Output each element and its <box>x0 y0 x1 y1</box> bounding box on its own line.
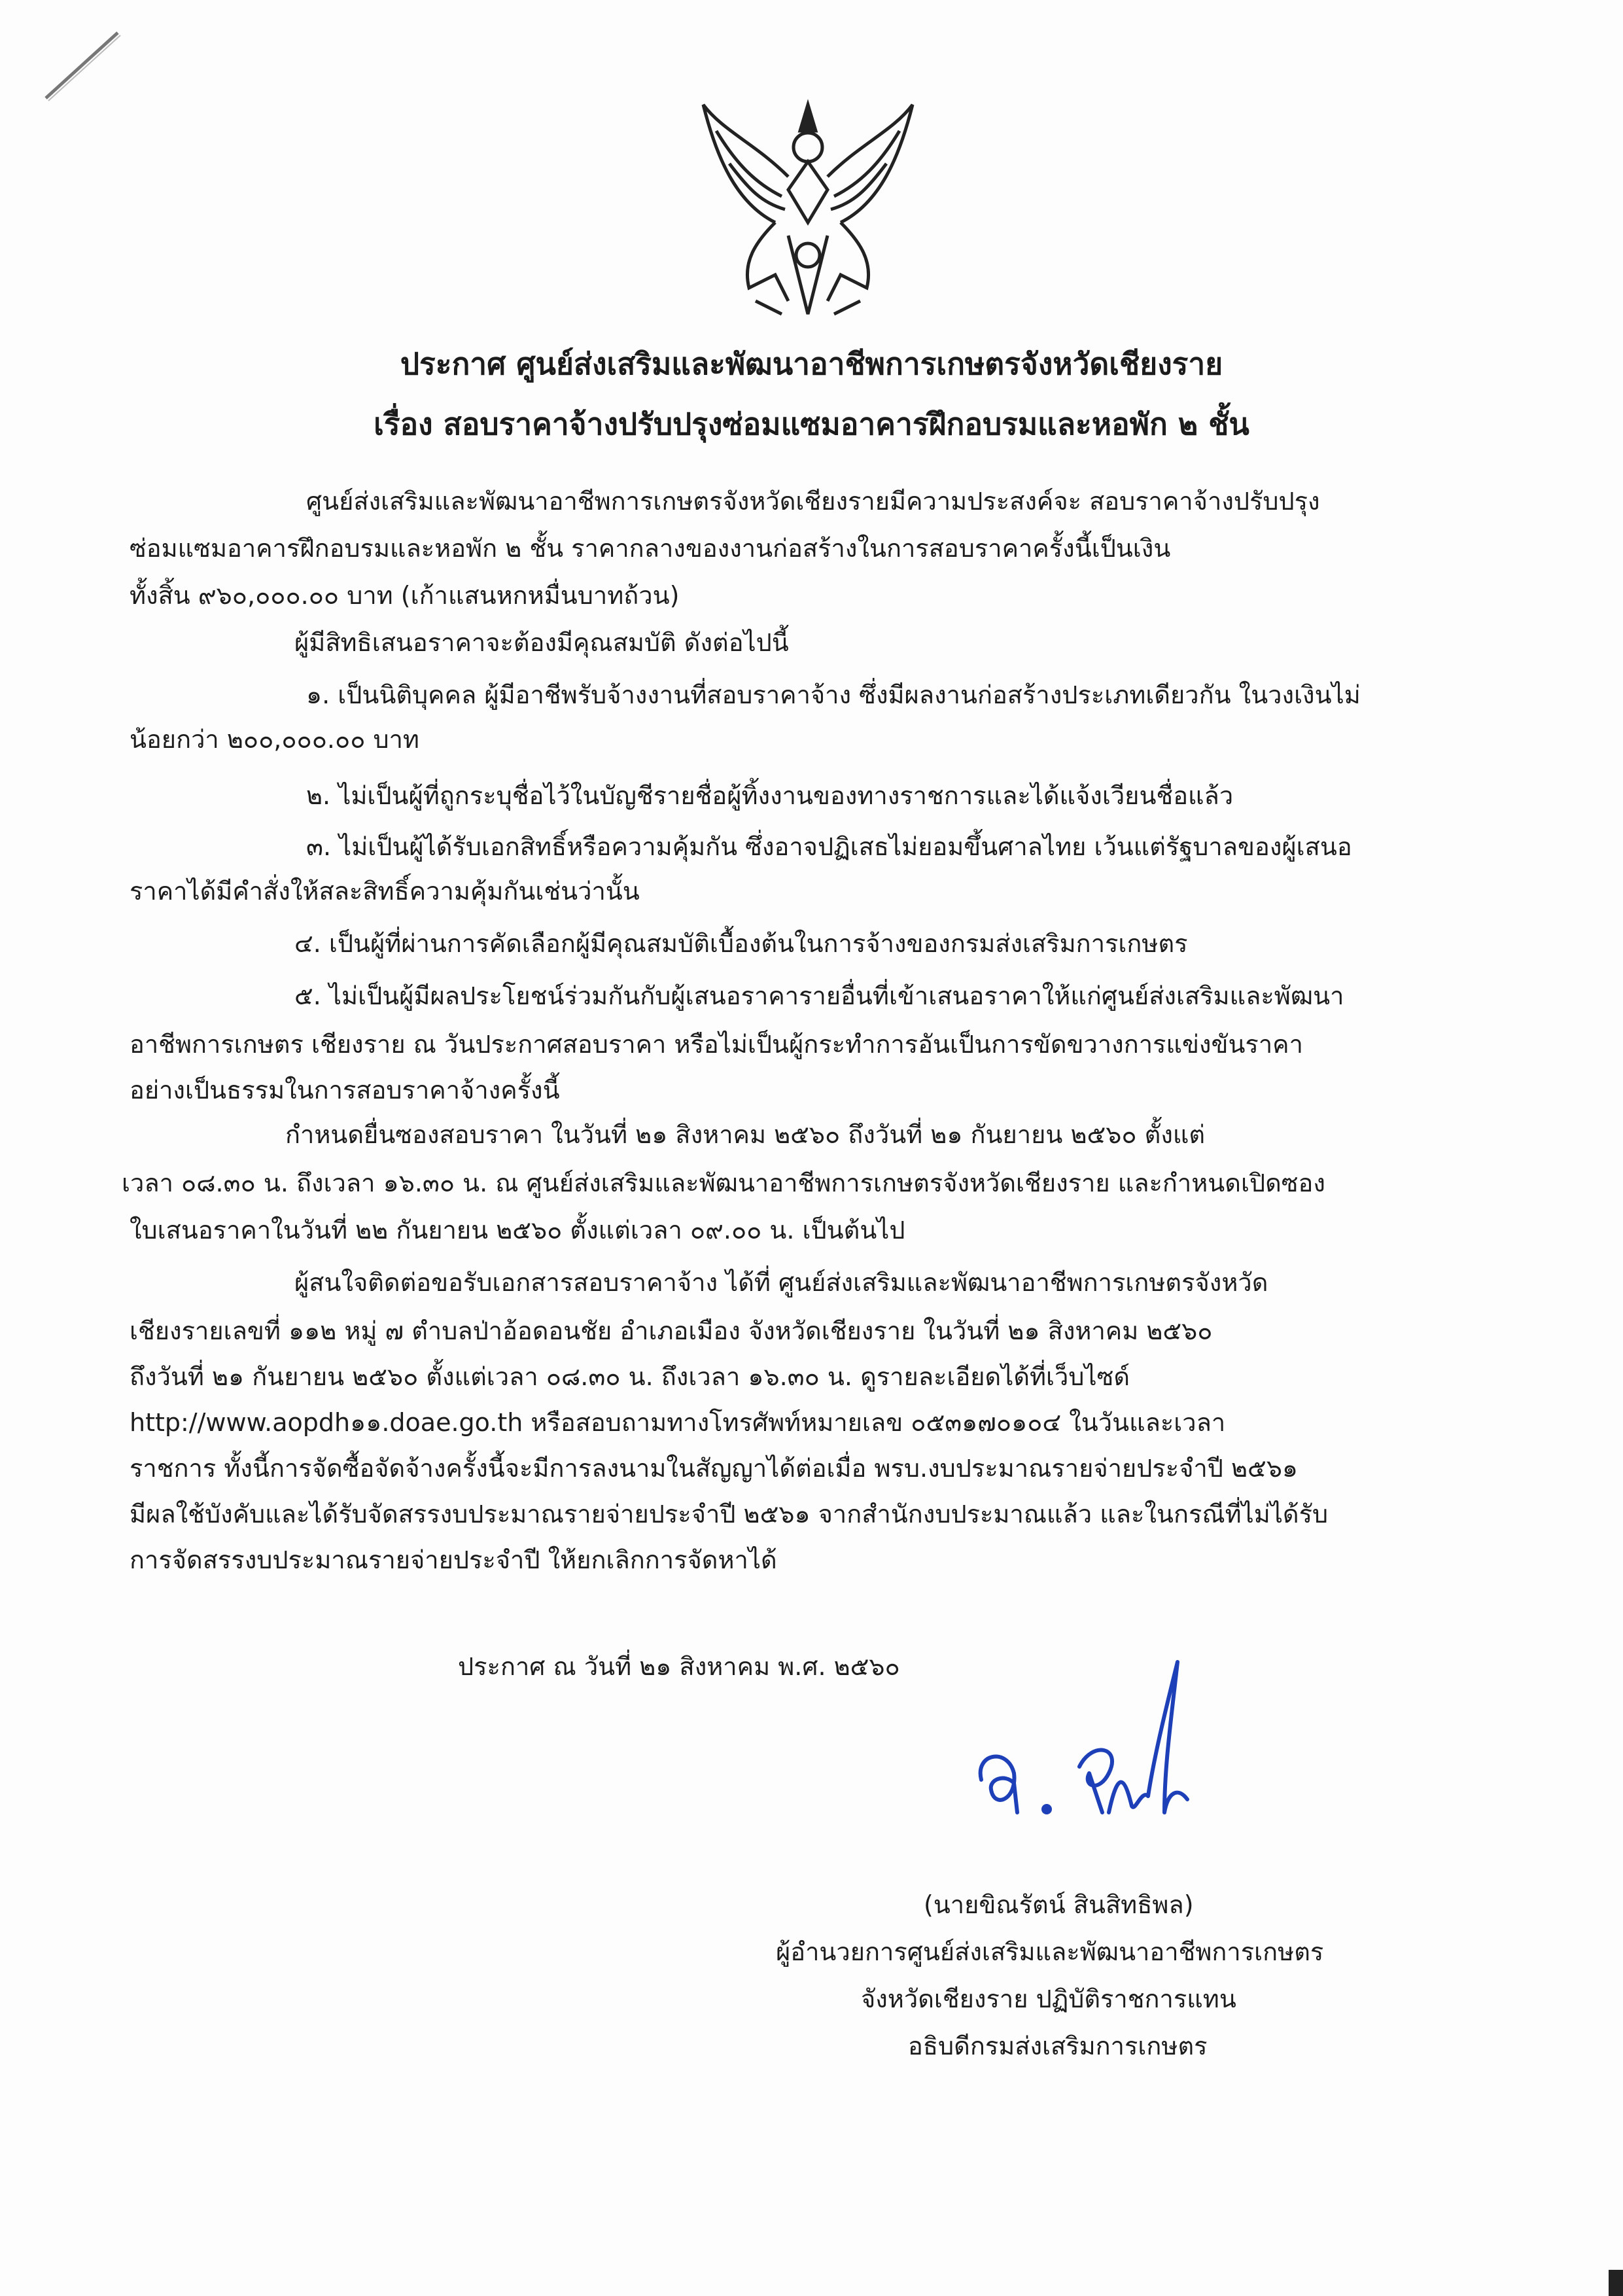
body-line: การจัดสรรงบประมาณรายจ่ายประจำปี ให้ยกเลิกการจัดหาได้ <box>130 1545 777 1574</box>
body-line: น้อยกว่า ๒๐๐,๐๐๐.๐๐ บาท <box>130 725 419 754</box>
body-line: เชียงรายเลขที่ ๑๑๒ หมู่ ๗ ตำบลป่าอ้อดอนชัย อำเภอเมือง จังหวัดเชียงราย ในวันที่ ๒๑ สิงหาคม ๒๕๖๐ <box>130 1316 1213 1345</box>
body-line: ๒. ไม่เป็นผู้ที่ถูกระบุชื่อไว้ในบัญชีรายชื่อผู้ทิ้งงานของทางราชการและได้แจ้งเวียนชื่อแล้ว <box>306 781 1234 810</box>
body-line: ผู้มีสิทธิเสนอราคาจะต้องมีคุณสมบัติ ดังต่อไปนี้ <box>294 628 789 657</box>
body-line: เวลา ๐๘.๓๐ น. ถึงเวลา ๑๖.๓๐ น. ณ ศูนย์ส่งเสริมและพัฒนาอาชีพการเกษตรจังหวัดเชียงราย และกำหนดเปิดซอง <box>122 1169 1325 1197</box>
scan-edge <box>1609 2270 1623 2296</box>
garuda-emblem-icon <box>677 92 939 334</box>
body-line: ผู้สนใจติดต่อขอรับเอกสารสอบราคาจ้าง ได้ที่ ศูนย์ส่งเสริมและพัฒนาอาชีพการเกษตรจังหวัด <box>294 1268 1268 1297</box>
body-line: ๓. ไม่เป็นผู้ได้รับเอกสิทธิ์หรือความคุ้มกัน ซึ่งอาจปฏิเสธไม่ยอมขึ้นศาลไทย เว้นแต่รัฐบาลของผู้เสนอ <box>306 832 1352 861</box>
body-line: กำหนดยื่นซองสอบราคา ในวันที่ ๒๑ สิงหาคม ๒๕๖๐ ถึงวันที่ ๒๑ กันยายน ๒๕๖๐ ตั้งแต่ <box>285 1120 1206 1149</box>
signer-position: ผู้อำนวยการศูนย์ส่งเสริมและพัฒนาอาชีพการเกษตร <box>776 1937 1324 1966</box>
body-line: ราชการ ทั้งนี้การจัดซื้อจัดจ้างครั้งนี้จะมีการลงนามในสัญญาได้ต่อเมื่อ พรบ.งบประมาณรายจ่ายประจำปี ๒๕๖๑ <box>130 1454 1299 1483</box>
signer-position: อธิบดีกรมส่งเสริมการเกษตร <box>908 2032 1208 2060</box>
body-line: อย่างเป็นธรรมในการสอบราคาจ้างครั้งนี้ <box>130 1076 560 1104</box>
announcement-subject: เรื่อง สอบราคาจ้างปรับปรุงซ่อมแซมอาคารฝึกอบรมและหอพัก ๒ ชั้น <box>374 406 1249 442</box>
signer-name: (นายขิณรัตน์ สินสิทธิพล) <box>924 1890 1194 1919</box>
announcement-date: ประกาศ ณ วันที่ ๒๑ สิงหาคม พ.ศ. ๒๕๖๐ <box>458 1652 900 1681</box>
body-line: ศูนย์ส่งเสริมและพัฒนาอาชีพการเกษตรจังหวัดเชียงรายมีความประสงค์จะ สอบราคาจ้างปรับปรุง <box>306 487 1320 516</box>
body-line: ๔. เป็นผู้ที่ผ่านการคัดเลือกผู้มีคุณสมบัติเบื้องต้นในการจ้างของกรมส่งเสริมการเกษตร <box>294 929 1188 958</box>
body-line: มีผลใช้บังคับและได้รับจัดสรรงบประมาณรายจ่ายประจำปี ๒๕๖๑ จากสำนักงบประมาณแล้ว และในกรณีที่ไม่ได้รับ <box>130 1500 1329 1528</box>
body-line: ถึงวันที่ ๒๑ กันยายน ๒๕๖๐ ตั้งแต่เวลา ๐๘.๓๐ น. ถึงเวลา ๑๖.๓๐ น. ดูรายละเอียดได้ที่เว็บไซด์ <box>130 1362 1130 1391</box>
body-line: ใบเสนอราคาในวันที่ ๒๒ กันยายน ๒๕๖๐ ตั้งแต่เวลา ๐๙.๐๐ น. เป็นต้นไป <box>130 1216 905 1245</box>
announcement-title: ประกาศ ศูนย์ส่งเสริมและพัฒนาอาชีพการเกษตรจังหวัดเชียงราย <box>400 346 1223 381</box>
signer-position: จังหวัดเชียงราย ปฏิบัติราชการแทน <box>861 1985 1236 2013</box>
handwritten-signature <box>968 1649 1204 1858</box>
body-line: อาชีพการเกษตร เชียงราย ณ วันประกาศสอบราคา หรือไม่เป็นผู้กระทำการอันเป็นการขัดขวางการแข่งขันราคา <box>130 1030 1303 1059</box>
body-line: ซ่อมแซมอาคารฝึกอบรมและหอพัก ๒ ชั้น ราคากลางของงานก่อสร้างในการสอบราคาครั้งนี้เป็นเงิน <box>130 534 1171 563</box>
body-line: ราคาได้มีคำสั่งให้สละสิทธิ์ความคุ้มกันเช่นว่านั้น <box>130 877 640 906</box>
body-line: http://www.aopdh๑๑.doae.go.th หรือสอบถามทางโทรศัพท์หมายเลข ๐๕๓๑๗๐๑๐๔ ในวันและเวลา <box>130 1408 1226 1437</box>
staple-mark <box>39 26 131 111</box>
body-line: ๕. ไม่เป็นผู้มีผลประโยชน์ร่วมกันกับผู้เสนอราคารายอื่นที่เข้าเสนอราคาให้แก่ศูนย์ส่งเสริมและพัฒนา <box>294 981 1344 1010</box>
body-line: ทั้งสิ้น ๙๖๐,๐๐๐.๐๐ บาท (เก้าแสนหกหมื่นบาทถ้วน) <box>130 581 680 610</box>
body-line: ๑. เป็นนิติบุคคล ผู้มีอาชีพรับจ้างงานที่สอบราคาจ้าง ซึ่งมีผลงานก่อสร้างประเภทเดียวกัน ในวงเงินไม่ <box>306 680 1361 709</box>
